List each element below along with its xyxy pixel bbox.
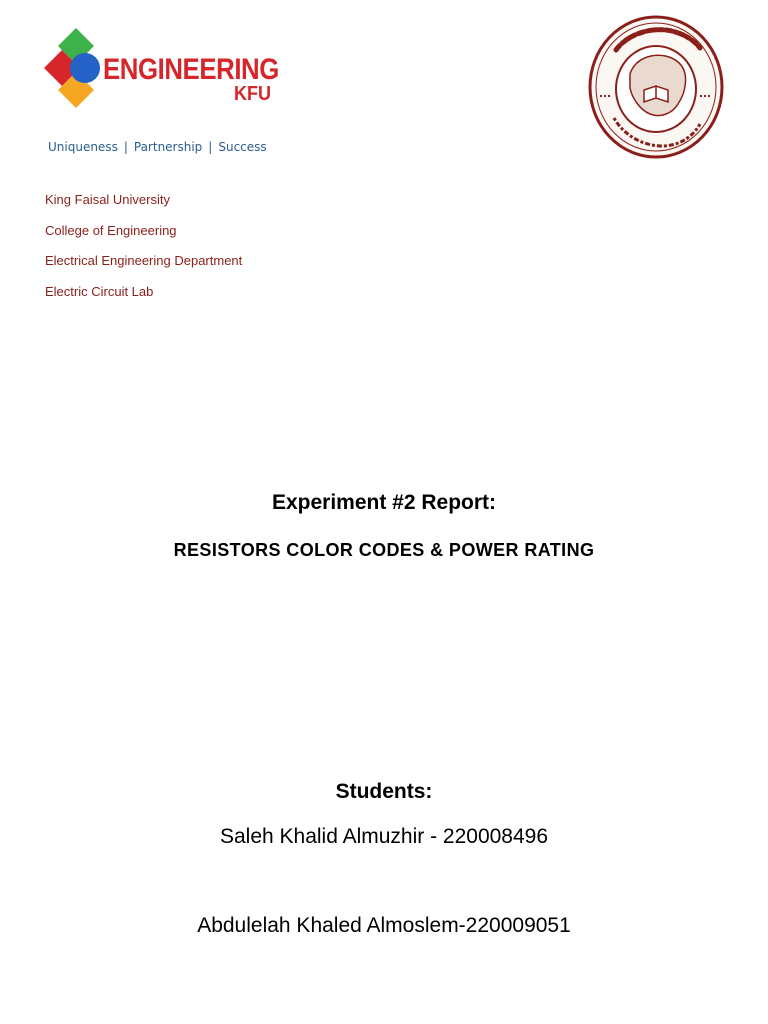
students-heading: Students: (335, 780, 433, 803)
tagline-success: Success (218, 140, 267, 154)
report-subtitle: RESISTORS COLOR CODES & POWER RATING (173, 540, 595, 560)
engineering-kfu-logo (44, 26, 279, 161)
college-name: College of Engineering (45, 222, 177, 238)
engineering-logo-mark-icon (44, 26, 108, 110)
institution-info (45, 192, 242, 315)
department-name: Electrical Engineering Department (45, 253, 243, 269)
university-name: King Faisal University (45, 192, 170, 207)
logo-sub-wordmark: KFU (234, 83, 271, 105)
logo-tagline (48, 140, 267, 154)
report-title: Experiment #2 Report: (271, 491, 497, 514)
tagline-partnership: Partnership (133, 140, 203, 154)
university-seal-icon (586, 14, 726, 160)
student-name: Abdulelah Khaled Almoslem-220009051 (197, 914, 571, 937)
tagline-separator: | (123, 140, 128, 154)
tagline-uniqueness: Uniqueness (48, 140, 118, 154)
lab-name: Electric Circuit Lab (45, 284, 154, 300)
student-name: Saleh Khalid Almuzhir - 220008496 (219, 825, 549, 848)
tagline-separator: | (208, 140, 213, 154)
logo-wordmark: ENGINEERING (103, 53, 279, 86)
